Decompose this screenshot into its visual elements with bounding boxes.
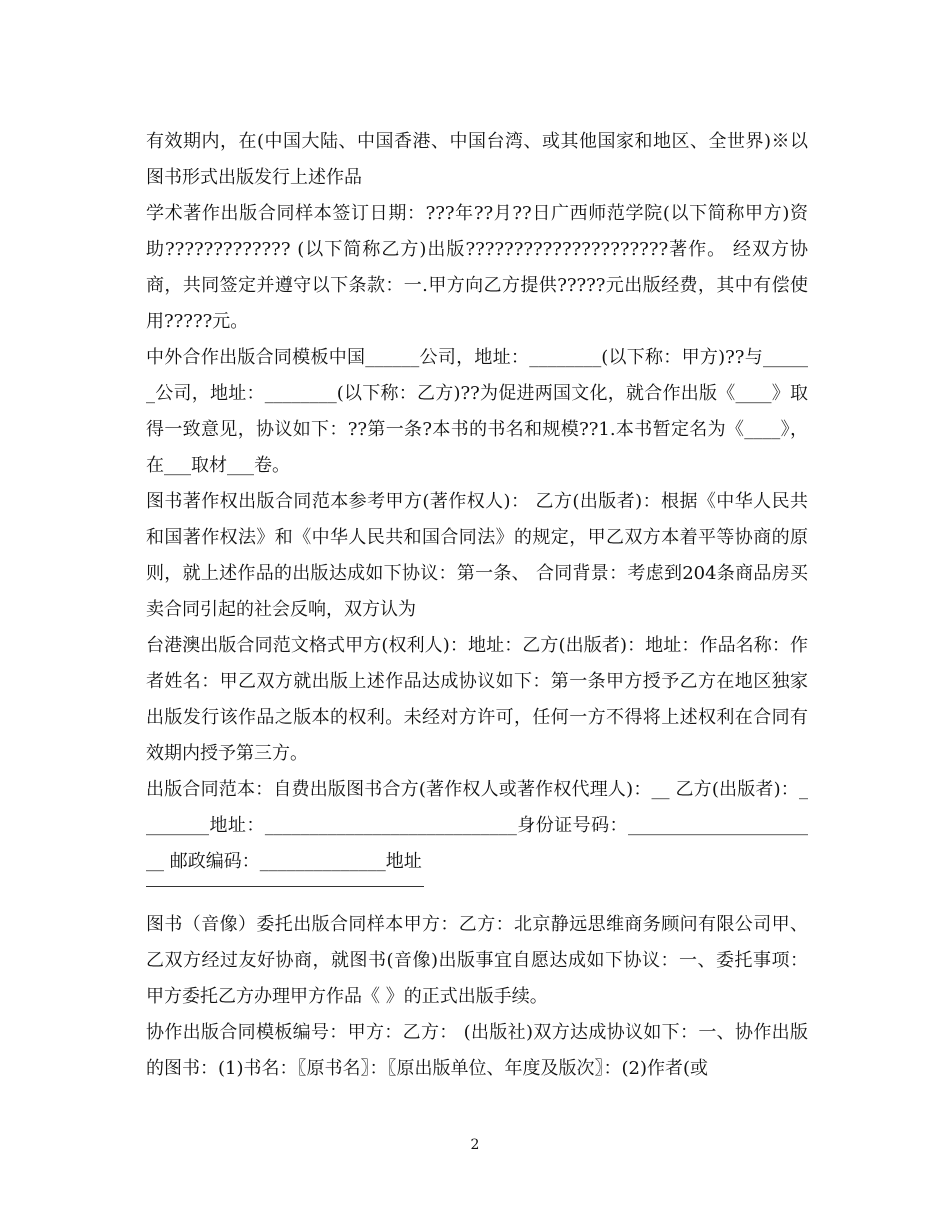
paragraph-sino-foreign-cooperation: 中外合作出版合同模板中国______公司，地址：________(以下称：甲方)??与______公司，地址：________(以下称：乙方)??为促进两国文化，就合作出版《____》取得一致意见，协议如下：??第一条?本书的书名和规模??1.本书暂定名为《____》，在___取材___卷。	[146, 347, 808, 476]
page-number: 2	[470, 1137, 480, 1153]
paragraph-copyright-publishing: 图书著作权出版合同范本参考甲方(著作权人)： 乙方(出版者)：根据《中华人民共和国著作权法》和《中华人民共和国合同法》的规定，甲乙双方本着平等协商的原则，就上述作品的出版达成如下协议：第一条、 合同背景：考虑到204条商品房买卖合同引起的社会反响，双方认为	[146, 491, 808, 620]
paragraph-validity-period: 有效期内，在(中国大陆、中国香港、中国台湾、或其他国家和地区、全世界)※以图书形式出版发行上述作品	[146, 131, 808, 188]
paragraph-collaborative-publishing: 协作出版合同模板编号：甲方：乙方： (出版社)双方达成协议如下：一、协作出版的图书：(1)书名：〖原书名〗：〖原出版单位、年度及版次〗：(2)作者(或	[146, 1022, 808, 1079]
address-blank-line	[146, 886, 424, 887]
paragraph-self-funded-publishing: 出版合同范本：自费出版图书合方(著作权人或著作权代理人)：__ 乙方(出版者)：________地址：____________________________身份证号码：______________________ 邮政编码：______________地址	[146, 779, 808, 872]
paragraph-academic-publishing: 学术著作出版合同样本签订日期：???年??月??日广西师范学院(以下简称甲方)资助????????????? (以下简称乙方)出版?????????????????????著作。 经双方协商，共同签定并遵守以下条款：一.甲方向乙方提供?????元出版经费，其中有偿使用?????元。	[146, 203, 808, 332]
paragraph-hk-macau-taiwan: 台港澳出版合同范文格式甲方(权利人)：地址：乙方(出版者)：地址：作品名称：作者姓名：甲乙双方就出版上述作品达成协议如下：第一条甲方授予乙方在地区独家出版发行该作品之版本的权利。未经对方许可，任何一方不得将上述权利在合同有效期内授予第三方。	[146, 635, 808, 764]
paragraph-commissioned-publishing: 图书（音像）委托出版合同样本甲方：乙方：北京静远思维商务顾问有限公司甲、乙双方经过友好协商，就图书(音像)出版事宜自愿达成如下协议：一、委托事项：甲方委托乙方办理甲方作品《 》的正式出版手续。	[146, 914, 808, 1007]
document-body	[146, 124, 808, 1087]
